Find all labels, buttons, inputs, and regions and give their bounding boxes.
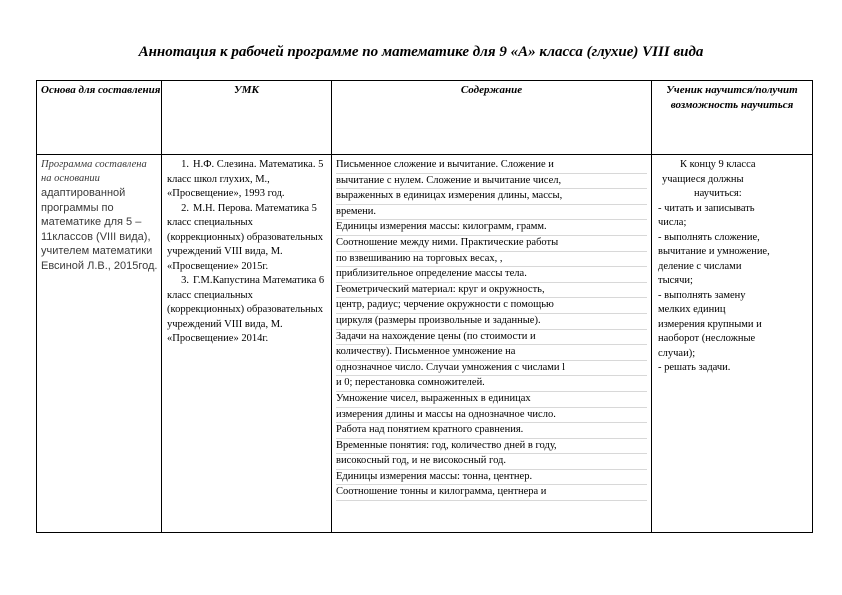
outcome-line: - выполнять замену [658, 289, 746, 301]
annotation-table [36, 80, 813, 533]
content-line: циркуля (размеры произвольные и заданные). [336, 314, 647, 330]
content-line: времени. [336, 205, 647, 221]
basis-italic-text: Программа составлена на основании [41, 159, 147, 185]
outcome-line: тысячи; [658, 275, 693, 286]
outcome-line: числа; [658, 217, 687, 228]
content-line: Письменное сложение и вычитание. Сложение и [336, 158, 647, 174]
umk-cell [162, 155, 332, 533]
content-line: високосный год, и не високосный год. [336, 454, 647, 470]
header-row [37, 81, 813, 155]
content-line: Соотношение тонны и килограмма, центнера и [336, 485, 647, 501]
content-line: количеству). Письменное умножение на [336, 345, 647, 361]
basis-cell [37, 155, 162, 533]
outcome-line: - выполнять сложение, [658, 231, 760, 243]
content-line: Единицы измерения массы: килограмм, грамм. [336, 220, 647, 236]
content-line: Геометрический материал: круг и окружность, [336, 283, 647, 299]
outcome-line: вычитание и умножение, [658, 246, 770, 257]
content-line: однозначное число. Случаи умножения с числами l [336, 361, 647, 377]
outcome-line: мелких единиц [658, 304, 726, 315]
outcome-line: деление с числами [658, 260, 742, 272]
basis-program-text: адаптированной программы по математике для 5 – 11классов (VIII вида), учителем математики Евсиной Л.В., 2015год. [41, 187, 158, 272]
header-content: Содержание [332, 81, 652, 155]
outcome-line: научиться: [694, 188, 742, 199]
outcome-line: случаи); [658, 347, 696, 359]
outcome-line: К концу 9 класса [680, 159, 756, 170]
content-line: центр, радиус; черчение окружности с помощью [336, 298, 647, 314]
header-basis: Основа для составления [37, 81, 162, 155]
content-line: вычитание с нулем. Сложение и вычитание чисел, [336, 174, 647, 190]
outcome-line: измерения крупными и [658, 318, 762, 330]
content-line: Работа над понятием кратного сравнения. [336, 423, 647, 439]
content-line: по взвешиванию на торговых весах, , [336, 252, 647, 268]
umk-item: 2. М.Н. Перова. Математика 5 класс специальных (коррекционных) образовательных учреждений VIII вида, М. «Просвещение» 2015г. [167, 202, 323, 272]
outcomes-cell [652, 155, 813, 533]
umk-item: 3. Г.М.Капустина Математика 6 класс специальных (коррекционных) образовательных учреждений VIII вида, М. «Просвещение» 2014г. [167, 275, 325, 344]
content-line: измерения длины и массы на однозначное число. [336, 408, 647, 424]
header-outcomes: Ученик научится/получит возможность научиться [652, 81, 813, 155]
content-line: выраженных в единицах измерения длины, массы, [336, 189, 647, 205]
outcome-line: - читать и записывать [658, 202, 755, 214]
umk-item: 1. Н.Ф. Слезина. Математика. 5 класс школ глухих, М., «Просвещение», 1993 год. [167, 159, 324, 199]
body-row [37, 155, 813, 533]
outcome-line: - решать задачи. [658, 362, 731, 373]
header-umk: УМК [162, 81, 332, 155]
content-cell [332, 155, 652, 533]
content-line: приблизительное определение массы тела. [336, 267, 647, 283]
content-line: Единицы измерения массы: тонна, центнер. [336, 470, 647, 486]
content-line: и 0; перестановка сомножителей. [336, 376, 647, 392]
outcome-line: учащиеся должны [662, 173, 744, 185]
content-line: Задачи на нахождение цены (по стоимости и [336, 330, 647, 346]
content-line: Умножение чисел, выраженных в единицах [336, 392, 647, 408]
content-line: Временные понятия: год, количество дней в году, [336, 439, 647, 455]
page-title: Аннотация к рабочей программе по математике для 9 «А» класса (глухие) VIII вида [138, 44, 704, 60]
outcome-line: наоборот (несложные [658, 333, 756, 344]
content-line: Соотношение между ними. Практические работы [336, 236, 647, 252]
